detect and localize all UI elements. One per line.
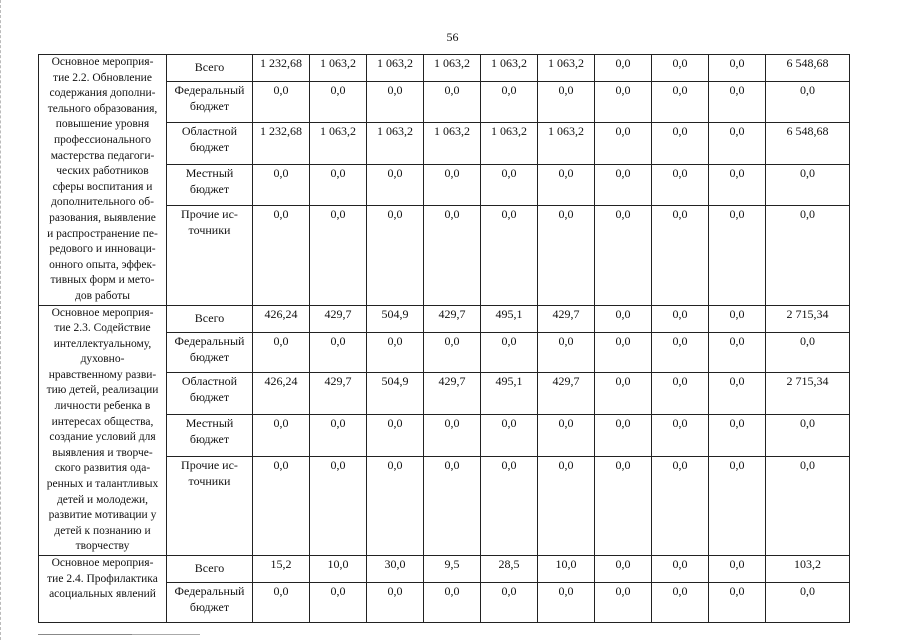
amount-cell: 0,0 <box>538 332 595 373</box>
page-number: 56 <box>446 30 459 44</box>
funding-source-label: Всего <box>194 310 225 325</box>
activity-line: личности ребенка в <box>54 400 151 413</box>
amount-cell: 0,0 <box>652 55 709 82</box>
activity-line: детей и молодежи, <box>56 493 149 506</box>
activity-cell <box>39 556 167 623</box>
activity-line: Основное мероприя- <box>51 306 154 319</box>
funding-source-label: Всего <box>194 60 225 74</box>
activity-line: дов работы <box>75 289 130 302</box>
amount-cell: 1 063,2 <box>310 122 367 164</box>
funding-source-cell <box>167 583 253 623</box>
amount-cell: 0,0 <box>253 415 310 457</box>
activity-line: тельного образования, <box>47 102 158 115</box>
amount-cell: 0,0 <box>367 332 424 373</box>
amount-cell: 0,0 <box>310 82 367 123</box>
amount-cell: 0,0 <box>367 415 424 457</box>
funding-source-label: бюджет <box>189 600 230 614</box>
amount-cell: 429,7 <box>538 305 595 332</box>
amount-cell: 1 063,2 <box>481 122 538 164</box>
budget-table-body <box>39 55 850 623</box>
activity-line: ского развития ода- <box>54 462 151 475</box>
amount-cell: 1 232,68 <box>253 55 310 82</box>
amount-cell: 429,7 <box>424 373 481 415</box>
funding-source-cell <box>167 556 253 583</box>
activity-line: редового и инноваци- <box>49 243 156 256</box>
activity-line: асоциальных явлений <box>49 588 156 601</box>
activity-line: онного опыта, эффек- <box>49 258 156 271</box>
amount-cell: 0,0 <box>709 206 766 305</box>
amount-cell: 0,0 <box>424 206 481 305</box>
amount-cell: 9,5 <box>424 556 481 583</box>
amount-cell: 0,0 <box>367 206 424 305</box>
funding-source-cell <box>167 55 253 82</box>
budget-table <box>38 54 850 623</box>
amount-cell: 0,0 <box>595 55 652 82</box>
amount-cell: 28,5 <box>481 556 538 583</box>
amount-cell: 0,0 <box>253 164 310 206</box>
activity-line: интеллектуальному, <box>53 337 152 350</box>
bottom-rule-middle <box>132 634 200 635</box>
amount-cell: 0,0 <box>424 583 481 623</box>
amount-cell: 429,7 <box>538 373 595 415</box>
amount-cell: 495,1 <box>481 305 538 332</box>
activity-line: создание условий для <box>49 431 156 444</box>
amount-cell: 1 063,2 <box>367 122 424 164</box>
funding-source-label: бюджет <box>189 390 230 405</box>
amount-cell: 0,0 <box>481 456 538 555</box>
amount-cell: 504,9 <box>367 305 424 332</box>
amount-cell: 2 715,34 <box>766 305 850 332</box>
amount-cell: 0,0 <box>367 82 424 123</box>
amount-cell: 1 063,2 <box>424 55 481 82</box>
amount-cell: 0,0 <box>652 415 709 457</box>
funding-source-label: Федеральный <box>174 584 245 598</box>
amount-cell: 0,0 <box>652 332 709 373</box>
amount-cell: 0,0 <box>310 583 367 623</box>
funding-source-cell <box>167 164 253 206</box>
amount-cell: 0,0 <box>538 82 595 123</box>
funding-source-label: бюджет <box>189 349 230 364</box>
amount-cell: 0,0 <box>766 206 850 305</box>
amount-cell: 0,0 <box>481 583 538 623</box>
amount-cell: 0,0 <box>595 415 652 457</box>
funding-source-label: Прочие ис- <box>181 457 238 472</box>
amount-cell: 0,0 <box>709 305 766 332</box>
amount-cell: 1 232,68 <box>253 122 310 164</box>
amount-cell: 0,0 <box>253 456 310 555</box>
amount-cell: 0,0 <box>652 456 709 555</box>
amount-cell: 0,0 <box>652 556 709 583</box>
amount-cell: 0,0 <box>481 206 538 305</box>
funding-source-label: бюджет <box>189 99 230 114</box>
funding-source-cell <box>167 305 253 332</box>
amount-cell: 0,0 <box>709 82 766 123</box>
amount-cell: 1 063,2 <box>538 122 595 164</box>
amount-cell: 0,0 <box>709 373 766 415</box>
amount-cell: 0,0 <box>310 164 367 206</box>
amount-cell: 429,7 <box>310 373 367 415</box>
amount-cell: 0,0 <box>766 82 850 123</box>
funding-source-label: Прочие ис- <box>181 207 238 222</box>
amount-cell: 10,0 <box>538 556 595 583</box>
amount-cell: 0,0 <box>595 82 652 123</box>
amount-cell: 0,0 <box>766 583 850 623</box>
amount-cell: 10,0 <box>310 556 367 583</box>
amount-cell: 0,0 <box>652 206 709 305</box>
amount-cell: 1 063,2 <box>538 55 595 82</box>
funding-source-label: Всего <box>194 561 225 575</box>
amount-cell: 0,0 <box>652 122 709 164</box>
activity-line: сферы воспитания и <box>52 180 153 193</box>
activity-line: развитие мотивации у <box>48 509 157 522</box>
table-row <box>39 55 850 82</box>
amount-cell: 0,0 <box>481 415 538 457</box>
amount-cell: 1 063,2 <box>481 55 538 82</box>
amount-cell: 6 548,68 <box>766 122 850 164</box>
amount-cell: 0,0 <box>766 164 850 206</box>
funding-source-label: Областной <box>181 123 238 138</box>
activity-line: разования, выявление <box>49 211 156 224</box>
amount-cell: 0,0 <box>766 332 850 373</box>
funding-source-cell <box>167 373 253 415</box>
amount-cell: 0,0 <box>595 332 652 373</box>
activity-line: творчеству <box>75 540 130 553</box>
amount-cell: 0,0 <box>310 206 367 305</box>
activity-line: мастерства педагоги- <box>50 149 155 162</box>
amount-cell: 0,0 <box>709 55 766 82</box>
amount-cell: 0,0 <box>652 583 709 623</box>
amount-cell: 0,0 <box>595 164 652 206</box>
table-row <box>39 556 850 583</box>
amount-cell: 0,0 <box>652 305 709 332</box>
amount-cell: 103,2 <box>766 556 850 583</box>
amount-cell: 30,0 <box>367 556 424 583</box>
funding-source-label: точники <box>188 473 231 488</box>
amount-cell: 15,2 <box>253 556 310 583</box>
funding-source-cell <box>167 82 253 123</box>
amount-cell: 0,0 <box>709 164 766 206</box>
amount-cell: 1 063,2 <box>310 55 367 82</box>
amount-cell: 426,24 <box>253 373 310 415</box>
amount-cell: 0,0 <box>652 82 709 123</box>
funding-source-label: бюджет <box>189 139 230 154</box>
amount-cell: 2 715,34 <box>766 373 850 415</box>
amount-cell: 0,0 <box>424 456 481 555</box>
funding-source-cell <box>167 122 253 164</box>
activity-line: профессионального <box>53 133 152 146</box>
activity-line: духовно- <box>80 353 125 366</box>
funding-source-label: бюджет <box>189 181 230 196</box>
amount-cell: 0,0 <box>595 206 652 305</box>
amount-cell: 0,0 <box>595 583 652 623</box>
amount-cell: 0,0 <box>538 415 595 457</box>
activity-line: содержания дополни- <box>49 87 156 100</box>
activity-line: детей к познанию и <box>54 524 151 537</box>
activity-line: тие 2.3. Содействие <box>54 322 151 335</box>
activity-cell <box>39 305 167 556</box>
amount-cell: 0,0 <box>538 206 595 305</box>
bottom-rule-left <box>38 634 132 635</box>
funding-source-label: точники <box>188 223 231 238</box>
funding-source-cell <box>167 332 253 373</box>
amount-cell: 495,1 <box>481 373 538 415</box>
funding-source-cell <box>167 456 253 555</box>
amount-cell: 0,0 <box>367 583 424 623</box>
amount-cell: 0,0 <box>538 164 595 206</box>
amount-cell: 1 063,2 <box>367 55 424 82</box>
amount-cell: 0,0 <box>310 456 367 555</box>
amount-cell: 0,0 <box>709 456 766 555</box>
activity-line: дополнительного об- <box>51 196 154 209</box>
activity-line: выявления и творче- <box>52 446 153 459</box>
amount-cell: 0,0 <box>424 415 481 457</box>
amount-cell: 0,0 <box>595 556 652 583</box>
amount-cell: 0,0 <box>367 164 424 206</box>
funding-source-cell <box>167 206 253 305</box>
amount-cell: 0,0 <box>709 556 766 583</box>
amount-cell: 0,0 <box>652 373 709 415</box>
amount-cell: 0,0 <box>709 122 766 164</box>
amount-cell: 6 548,68 <box>766 55 850 82</box>
activity-line: тию детей, реализации <box>46 384 159 397</box>
funding-source-label: бюджет <box>189 432 230 447</box>
amount-cell: 0,0 <box>253 332 310 373</box>
activity-line: ческих работников <box>56 165 149 178</box>
amount-cell: 0,0 <box>253 583 310 623</box>
table-row <box>39 305 850 332</box>
amount-cell: 0,0 <box>709 332 766 373</box>
activity-line: интересах общества, <box>51 415 154 428</box>
scan-edge-mark <box>0 0 4 640</box>
amount-cell: 0,0 <box>595 456 652 555</box>
amount-cell: 1 063,2 <box>424 122 481 164</box>
activity-line: ренных и талантливых <box>46 478 159 491</box>
amount-cell: 0,0 <box>367 456 424 555</box>
amount-cell: 0,0 <box>253 82 310 123</box>
amount-cell: 0,0 <box>481 164 538 206</box>
amount-cell: 0,0 <box>310 415 367 457</box>
amount-cell: 0,0 <box>766 415 850 457</box>
amount-cell: 426,24 <box>253 305 310 332</box>
amount-cell: 0,0 <box>595 373 652 415</box>
amount-cell: 0,0 <box>481 332 538 373</box>
activity-cell <box>39 55 167 306</box>
funding-source-label: Областной <box>181 374 238 389</box>
amount-cell: 0,0 <box>253 206 310 305</box>
amount-cell: 0,0 <box>595 122 652 164</box>
amount-cell: 0,0 <box>424 82 481 123</box>
activity-line: и распространение пе- <box>47 227 158 240</box>
amount-cell: 0,0 <box>709 415 766 457</box>
activity-line: Основное мероприя- <box>51 557 154 569</box>
amount-cell: 429,7 <box>310 305 367 332</box>
funding-source-label: Местный <box>185 416 234 431</box>
amount-cell: 0,0 <box>424 332 481 373</box>
funding-source-label: Федеральный <box>174 83 245 98</box>
activity-line: тие 2.4. Профилактика <box>47 572 158 585</box>
amount-cell: 0,0 <box>424 164 481 206</box>
amount-cell: 0,0 <box>709 583 766 623</box>
amount-cell: 0,0 <box>310 332 367 373</box>
amount-cell: 0,0 <box>481 82 538 123</box>
activity-line: тивных форм и мето- <box>50 274 155 287</box>
amount-cell: 0,0 <box>595 305 652 332</box>
activity-line: тие 2.2. Обновление <box>53 71 152 84</box>
funding-source-label: Федеральный <box>174 333 245 348</box>
funding-source-label: Местный <box>185 165 234 180</box>
amount-cell: 0,0 <box>766 456 850 555</box>
amount-cell: 429,7 <box>424 305 481 332</box>
amount-cell: 0,0 <box>652 164 709 206</box>
activity-line: Основное мероприя- <box>51 56 154 68</box>
funding-source-cell <box>167 415 253 457</box>
amount-cell: 504,9 <box>367 373 424 415</box>
activity-line: повышение уровня <box>55 118 150 131</box>
amount-cell: 0,0 <box>538 583 595 623</box>
activity-line: нравственному разви- <box>48 368 157 381</box>
amount-cell: 0,0 <box>538 456 595 555</box>
